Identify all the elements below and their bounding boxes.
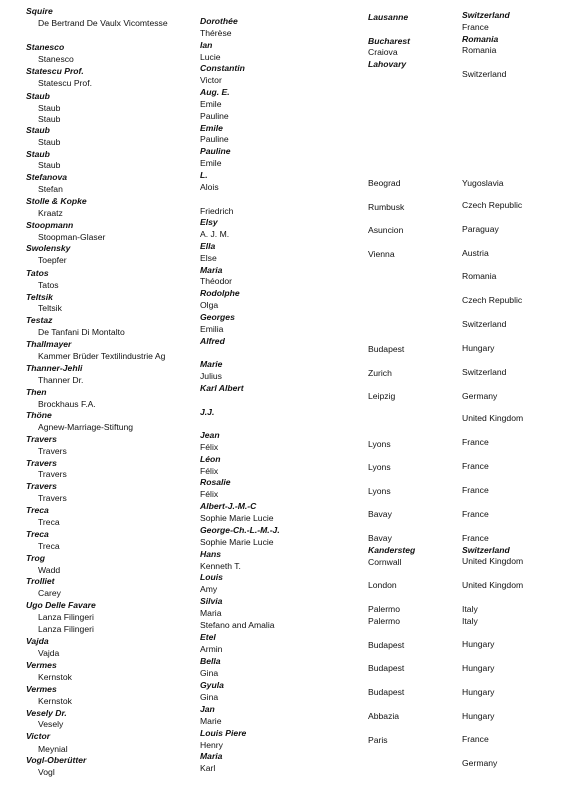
surname-entry: Tatos (38, 280, 59, 290)
city-entry: Kandersteg (368, 545, 416, 555)
surname-entry: De Bertrand De Vaulx Vicomtesse (38, 18, 168, 28)
first-name-entry: Elsy (200, 217, 218, 227)
country-entry: Switzerland (462, 545, 510, 555)
surname-entry: Stanesco (38, 54, 74, 64)
first-name-entry: Rosalie (200, 477, 231, 487)
country-entry: France (462, 485, 489, 495)
surname-entry: Travers (38, 469, 67, 479)
surname-entry: Tatos (26, 268, 49, 278)
first-name-entry: Constantin (200, 63, 245, 73)
first-name-entry: Friedrich (200, 206, 234, 216)
first-name-entry: Etel (200, 632, 216, 642)
first-name-entry: Louis Piere (200, 728, 247, 738)
first-name-entry: Amy (200, 584, 218, 594)
surname-entry: Staub (26, 149, 50, 159)
country-entry: Switzerland (462, 367, 507, 377)
first-name-entry: Julius (200, 371, 222, 381)
first-name-entry: Bella (200, 656, 221, 666)
first-name-entry: Pauline (200, 111, 229, 121)
country-entry: Romania (462, 45, 497, 55)
first-name-entry: Félix (200, 489, 219, 499)
first-name-entry: Olga (200, 300, 219, 310)
surname-entry: Travers (38, 493, 67, 503)
first-name-entry: Hans (200, 549, 222, 559)
surname-entry: Staub (38, 160, 61, 170)
city-entry: Bavay (368, 533, 392, 543)
first-name-entry: Alois (200, 182, 219, 192)
surname-entry: Thöne (26, 410, 52, 420)
first-name-entry: Sophie Marie Lucie (200, 513, 274, 523)
city-entry: Rumbusk (368, 202, 405, 212)
city-entry: Lyons (368, 486, 391, 496)
country-entry: Austria (462, 248, 489, 258)
surname-entry: Stoopman-Glaser (38, 232, 106, 242)
first-name-entry: Gyula (200, 680, 224, 690)
country-entry: Paraguay (462, 224, 499, 234)
surname-entry: Vajda (26, 636, 49, 646)
city-entry: Cornwall (368, 557, 402, 567)
first-name-entry: Félix (200, 442, 219, 452)
city-entry: Bucharest (368, 36, 411, 46)
surname-entry: Testaz (26, 315, 53, 325)
first-name-entry: Maria (200, 751, 223, 761)
city-entry: London (368, 580, 397, 590)
first-name-entry: L. (200, 170, 208, 180)
surname-entry: Stolle & Kopke (26, 196, 87, 206)
surname-entry: Staub (26, 91, 50, 101)
surname-entry: Wadd (38, 565, 61, 575)
surname-entry: Lanza Filingeri (38, 624, 94, 634)
first-name-entry: Karl Albert (200, 383, 244, 393)
first-name-entry: Stefano and Amalia (200, 620, 275, 630)
first-name-entry: Félix (200, 466, 219, 476)
country-entry: France (462, 509, 489, 519)
country-entry: Switzerland (462, 69, 507, 79)
country-entry: Hungary (462, 663, 495, 673)
city-entry: Lyons (368, 462, 391, 472)
first-name-entry: Sophie Marie Lucie (200, 537, 274, 547)
surname-entry: Travers (38, 446, 67, 456)
surname-entry: Statescu Prof. (38, 78, 92, 88)
surname-entry: Vajda (38, 648, 60, 658)
surname-entry: Thallmayer (26, 339, 72, 349)
surname-entry: Treca (38, 517, 60, 527)
country-entry: Czech Republic (462, 295, 523, 305)
surname-entry: Staub (38, 114, 61, 124)
country-entry: Hungary (462, 639, 495, 649)
city-entry: Paris (368, 735, 388, 745)
surname-entry: Staub (38, 103, 61, 113)
surname-entry: Statescu Prof. (26, 66, 84, 76)
surname-entry: Teltsik (38, 303, 62, 313)
city-entry: Budapest (368, 640, 405, 650)
first-name-entry: Emile (200, 99, 222, 109)
first-name-entry: Aug. E. (200, 87, 230, 97)
surname-entry: Kammer Brüder Textilindustrie Ag (38, 351, 166, 361)
surname-entry: Then (26, 387, 47, 397)
first-name-entry: Emile (200, 123, 223, 133)
city-entry: Budapest (368, 687, 405, 697)
surname-entry: Staub (26, 125, 50, 135)
first-name-entry: Georges (200, 312, 235, 322)
country-entry: United Kingdom (462, 556, 524, 566)
surname-entry: Travers (26, 481, 57, 491)
surname-entry: Treca (38, 541, 60, 551)
first-name-entry: A. J. M. (200, 229, 230, 239)
first-name-entry: George-Ch.-L.-M.-J. (200, 525, 280, 535)
surname-entry: Vermes (26, 660, 57, 670)
city-entry: Lausanne (368, 12, 409, 22)
first-name-entry: Victor (200, 75, 222, 85)
city-entry: Lahovary (368, 59, 407, 69)
first-name-entry: Pauline (200, 146, 231, 156)
first-name-entry: Albert-J.-M.-C (200, 501, 257, 511)
surname-entry: Stanesco (26, 42, 65, 52)
first-name-entry: Louis (200, 572, 223, 582)
first-name-entry: Henry (200, 740, 223, 750)
first-name-entry: Silvia (200, 596, 223, 606)
surname-entry: Thanner-Jehli (26, 363, 83, 373)
city-entry: Abbazia (368, 711, 400, 721)
surname-entry: Vermes (26, 684, 57, 694)
country-entry: Hungary (462, 687, 495, 697)
first-name-entry: Rodolphe (200, 288, 240, 298)
first-name-entry: Emile (200, 158, 222, 168)
first-name-entry: Jan (200, 704, 215, 714)
country-entry: France (462, 533, 489, 543)
surname-entry: Stoopmann (26, 220, 74, 230)
surname-entry: Kraatz (38, 208, 63, 218)
country-entry: United Kingdom (462, 413, 524, 423)
country-entry: Switzerland (462, 319, 507, 329)
surname-entry: Kernstok (38, 696, 72, 706)
first-name-entry: Emilia (200, 324, 224, 334)
city-entry: Budapest (368, 663, 405, 673)
city-entry: Bavay (368, 509, 392, 519)
country-entry: France (462, 437, 489, 447)
first-name-entry: Dorothée (200, 16, 238, 26)
surname-entry: Stefan (38, 184, 63, 194)
country-entry: Germany (462, 758, 498, 768)
surname-entry: Brockhaus F.A. (38, 399, 96, 409)
country-entry: France (462, 461, 489, 471)
first-name-entry: Karl (200, 763, 216, 773)
first-name-entry: Thérèse (200, 28, 232, 38)
country-entry: France (462, 22, 489, 32)
first-name-entry: Maria (200, 608, 222, 618)
surname-entry: Ugo Delle Favare (26, 600, 96, 610)
country-entry: Yugoslavia (462, 178, 504, 188)
country-entry: Italy (462, 616, 478, 626)
surname-entry: Travers (26, 434, 57, 444)
surname-entry: Vogl-Oberütter (26, 755, 87, 765)
country-entry: Italy (462, 604, 478, 614)
surname-entry: Trolliet (26, 576, 55, 586)
first-name-entry: Ella (200, 241, 216, 251)
first-name-entry: Léon (200, 454, 221, 464)
first-name-entry: Marie (200, 359, 223, 369)
surname-entry: Staub (38, 137, 61, 147)
first-name-entry: Kenneth T. (200, 561, 241, 571)
first-name-entry: Maria (200, 265, 223, 275)
surname-entry: Teltsik (26, 292, 53, 302)
surname-entry: Lanza Filingeri (38, 612, 94, 622)
city-entry: Lyons (368, 439, 391, 449)
surname-entry: Carey (38, 588, 61, 598)
surname-entry: Swolensky (26, 243, 71, 253)
first-name-entry: Pauline (200, 134, 229, 144)
surname-entry: Victor (26, 731, 51, 741)
surname-entry: Vogl (38, 767, 55, 777)
surname-entry: De Tanfani Di Montalto (38, 327, 125, 337)
surname-entry: Toepfer (38, 255, 67, 265)
surname-entry: Stefanova (26, 172, 68, 182)
first-name-entry: Armin (200, 644, 223, 654)
city-entry: Beograd (368, 178, 401, 188)
first-name-entry: Ian (200, 40, 213, 50)
first-name-entry: Lucie (200, 52, 221, 62)
country-entry: France (462, 734, 489, 744)
surname-entry: Meynial (38, 744, 68, 754)
first-name-entry: Alfred (200, 336, 225, 346)
first-name-entry: Théodor (200, 276, 233, 286)
city-entry: Vienna (368, 249, 395, 259)
first-name-entry: Marie (200, 716, 222, 726)
surname-entry: Squire (26, 6, 53, 16)
country-entry: Romania (462, 34, 499, 44)
country-entry: Hungary (462, 711, 495, 721)
surname-entry: Travers (26, 458, 57, 468)
country-entry: United Kingdom (462, 580, 524, 590)
country-entry: Germany (462, 391, 498, 401)
surname-entry: Treca (26, 529, 49, 539)
surname-entry: Treca (26, 505, 49, 515)
city-entry: Asuncion (368, 225, 404, 235)
first-name-entry: Jean (200, 430, 220, 440)
surname-entry: Kernstok (38, 672, 72, 682)
country-entry: Romania (462, 271, 497, 281)
first-name-entry: J.J. (200, 407, 215, 417)
surname-entry: Vesely (38, 719, 64, 729)
city-entry: Palermo (368, 604, 400, 614)
city-entry: Zurich (368, 368, 392, 378)
country-entry: Czech Republic (462, 200, 523, 210)
first-name-entry: Gina (200, 668, 219, 678)
city-entry: Leipzig (368, 391, 396, 401)
surname-entry: Vesely Dr. (26, 708, 67, 718)
surname-entry: Thanner Dr. (38, 375, 84, 385)
first-name-entry: Gina (200, 692, 219, 702)
surname-entry: Trog (26, 553, 45, 563)
city-entry: Budapest (368, 344, 405, 354)
country-entry: Hungary (462, 343, 495, 353)
surname-entry: Agnew-Marriage-Stiftung (38, 422, 134, 432)
country-entry: Switzerland (462, 10, 510, 20)
city-entry: Palermo (368, 616, 400, 626)
first-name-entry: Else (200, 253, 217, 263)
city-entry: Craiova (368, 47, 398, 57)
